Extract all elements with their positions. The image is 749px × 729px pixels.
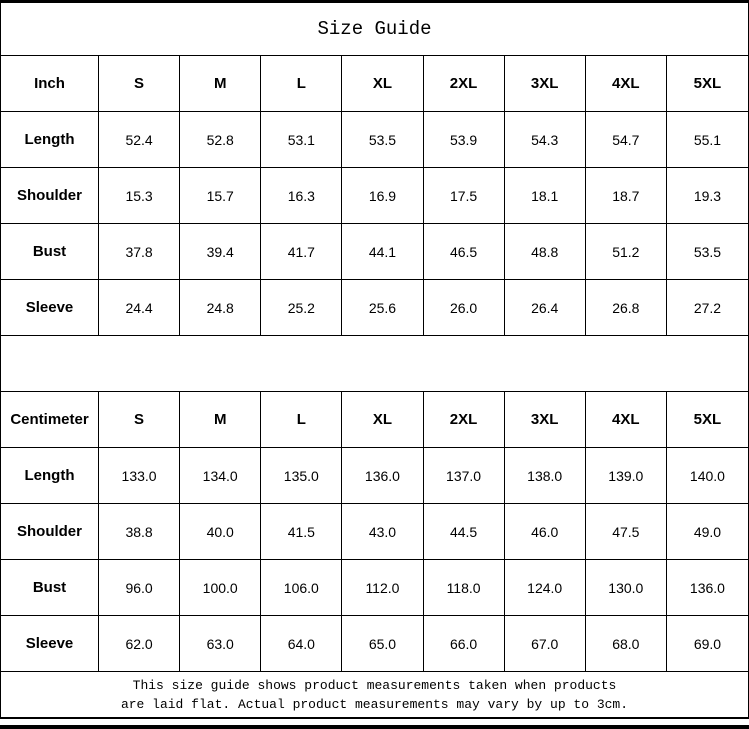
value-cell: 16.3 <box>261 168 342 223</box>
value-cell: 130.0 <box>586 560 667 615</box>
header-row <box>1 392 748 448</box>
table-row <box>1 168 748 224</box>
value-cell: 53.1 <box>261 112 342 167</box>
value-cell: 96.0 <box>99 560 180 615</box>
header-row <box>1 56 748 112</box>
value-cell: 69.0 <box>693 635 722 652</box>
value-cell: 136.0 <box>689 579 725 596</box>
value-cell: 139.0 <box>586 448 667 503</box>
row-label-cell: Bust <box>1 224 99 279</box>
value-cell: 124.0 <box>505 560 586 615</box>
value-cell: 133.0 <box>99 448 180 503</box>
value-cell: 48.8 <box>505 224 586 279</box>
value-cell: 134.0 <box>180 448 261 503</box>
size-guide-note <box>1 672 748 719</box>
size-header-cell: 4XL <box>586 56 667 111</box>
value-cell: 15.7 <box>180 168 261 223</box>
size-header-cell: XL <box>342 56 423 111</box>
value-cell: 41.5 <box>261 504 342 559</box>
size-header-cell: 2XL <box>424 392 505 447</box>
value-cell: 54.3 <box>505 112 586 167</box>
value-cell: 64.0 <box>261 616 342 671</box>
row-label-cell: Sleeve <box>1 280 99 335</box>
value-cell: 100.0 <box>180 560 261 615</box>
table-row <box>1 448 748 504</box>
value-cell: 118.0 <box>424 560 505 615</box>
value-cell: 37.8 <box>99 224 180 279</box>
value-cell: 55.1 <box>693 131 722 148</box>
value-cell: 138.0 <box>505 448 586 503</box>
value-cell: 46.0 <box>505 504 586 559</box>
value-cell: 17.5 <box>424 168 505 223</box>
value-cell: 66.0 <box>424 616 505 671</box>
table-row <box>1 504 748 560</box>
size-header-cell: M <box>180 392 261 447</box>
value-cell: 135.0 <box>261 448 342 503</box>
row-label-cell: Length <box>1 448 99 503</box>
row-label-cell: Length <box>1 112 99 167</box>
value-cell: 65.0 <box>342 616 423 671</box>
value-cell: 63.0 <box>180 616 261 671</box>
value-cell: 44.1 <box>342 224 423 279</box>
value-cell: 49.0 <box>693 523 722 540</box>
table-row <box>1 280 748 336</box>
size-header-cell: L <box>261 56 342 111</box>
value-cell: 44.5 <box>424 504 505 559</box>
bottom-border-bar <box>0 725 749 729</box>
row-label-cell: Sleeve <box>1 616 99 671</box>
value-cell: 24.8 <box>180 280 261 335</box>
value-cell: 106.0 <box>261 560 342 615</box>
note-line-2: are laid flat. Actual product measurements may vary by up to 3cm. <box>120 696 629 712</box>
value-cell: 40.0 <box>180 504 261 559</box>
note-line-1: This size guide shows product measurements taken when products <box>132 677 617 693</box>
size-header-cell: 4XL <box>586 392 667 447</box>
size-header-cell: S <box>99 392 180 447</box>
value-cell: 51.2 <box>586 224 667 279</box>
size-header-cell: S <box>99 56 180 111</box>
value-cell: 16.9 <box>342 168 423 223</box>
value-cell: 53.5 <box>693 243 722 260</box>
row-label-cell: Bust <box>1 560 99 615</box>
value-cell: 26.8 <box>586 280 667 335</box>
size-header-cell: 5XL <box>693 411 722 428</box>
size-header-cell: 3XL <box>505 392 586 447</box>
size-header-cell: 2XL <box>424 56 505 111</box>
size-header-cell: 3XL <box>505 56 586 111</box>
table-row <box>1 224 748 280</box>
value-cell: 15.3 <box>99 168 180 223</box>
page-title: Size Guide <box>1 3 748 56</box>
value-cell: 26.0 <box>424 280 505 335</box>
value-cell: 38.8 <box>99 504 180 559</box>
value-cell: 52.4 <box>99 112 180 167</box>
value-cell: 62.0 <box>99 616 180 671</box>
value-cell: 53.9 <box>424 112 505 167</box>
unit-header-cell: Inch <box>1 56 99 111</box>
value-cell: 27.2 <box>693 299 722 316</box>
value-cell: 25.6 <box>342 280 423 335</box>
value-cell: 19.3 <box>693 187 722 204</box>
value-cell: 41.7 <box>261 224 342 279</box>
value-cell: 18.1 <box>505 168 586 223</box>
table-row <box>1 560 748 616</box>
value-cell: 112.0 <box>342 560 423 615</box>
inch-size-table <box>1 56 748 336</box>
value-cell: 43.0 <box>342 504 423 559</box>
table-spacer-row <box>1 336 748 392</box>
value-cell: 25.2 <box>261 280 342 335</box>
value-cell: 140.0 <box>689 467 725 484</box>
size-header-cell: M <box>180 56 261 111</box>
value-cell: 68.0 <box>586 616 667 671</box>
size-header-cell: 5XL <box>693 75 722 92</box>
value-cell: 67.0 <box>505 616 586 671</box>
row-label-cell: Shoulder <box>1 504 99 559</box>
value-cell: 52.8 <box>180 112 261 167</box>
value-cell: 46.5 <box>424 224 505 279</box>
table-frame <box>0 3 749 719</box>
value-cell: 47.5 <box>586 504 667 559</box>
centimeter-size-table <box>1 392 748 672</box>
table-row <box>1 616 748 672</box>
value-cell: 24.4 <box>99 280 180 335</box>
value-cell: 137.0 <box>424 448 505 503</box>
size-header-cell: XL <box>342 392 423 447</box>
value-cell: 26.4 <box>505 280 586 335</box>
value-cell: 53.5 <box>342 112 423 167</box>
unit-header-cell: Centimeter <box>1 392 99 447</box>
value-cell: 39.4 <box>180 224 261 279</box>
value-cell: 54.7 <box>586 112 667 167</box>
table-row <box>1 112 748 168</box>
value-cell: 18.7 <box>586 168 667 223</box>
row-label-cell: Shoulder <box>1 168 99 223</box>
value-cell: 136.0 <box>342 448 423 503</box>
size-header-cell: L <box>261 392 342 447</box>
